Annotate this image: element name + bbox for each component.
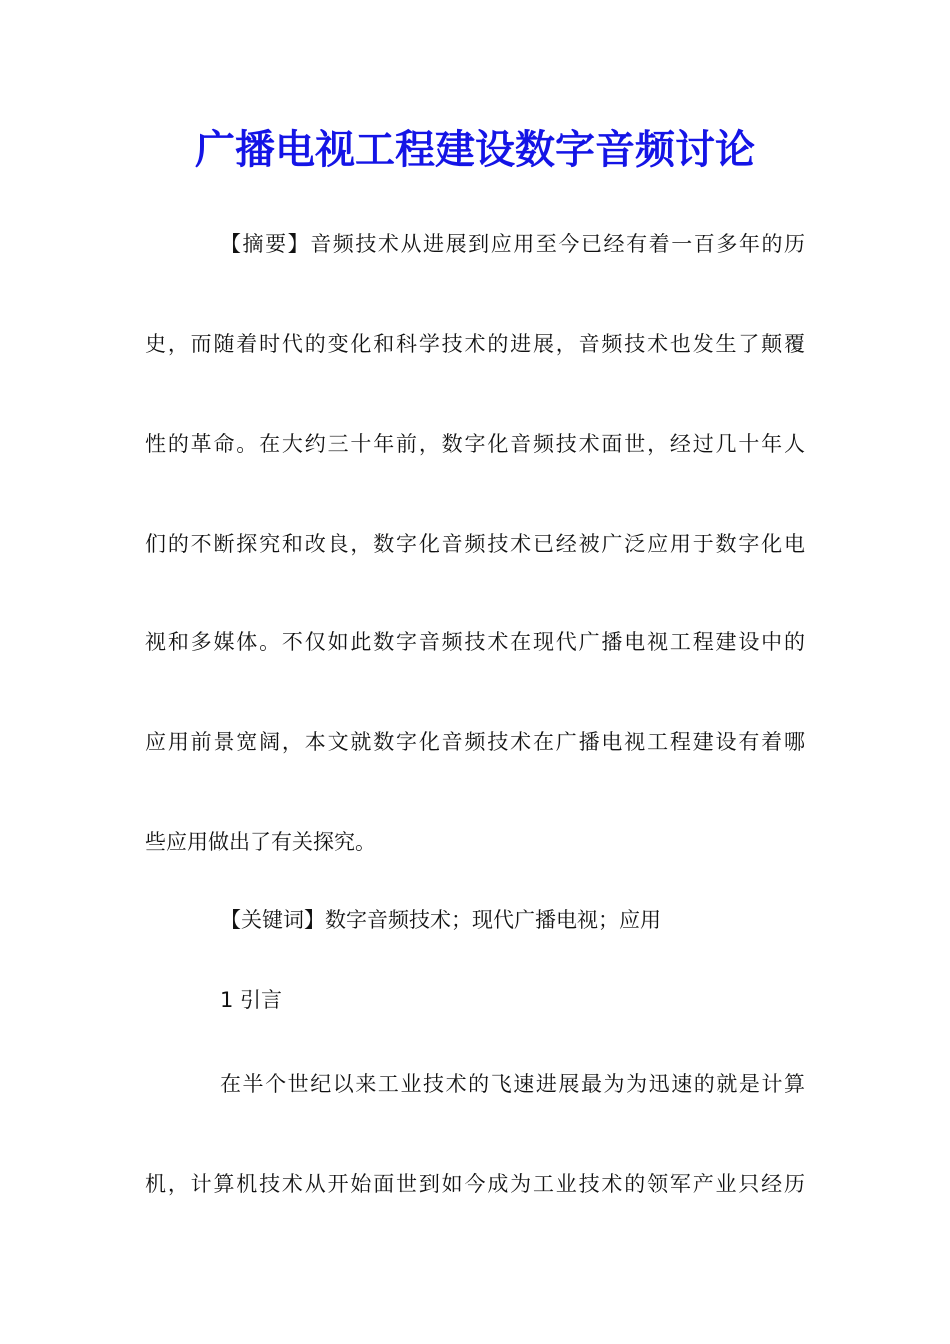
abstract-line: 些应用做出了有关探究。 [145,830,376,854]
intro-line: 在半个世纪以来工业技术的飞速进展最为为迅速的就是计算 [220,1072,805,1096]
abstract-line: 应用前景宽阔，本文就数字化音频技术在广播电视工程建设有着哪 [145,730,805,754]
abstract-line: 们的不断探究和改良，数字化音频技术已经被广泛应用于数字化电 [145,532,805,556]
document-title: 广播电视工程建设数字音频讨论 [195,126,755,173]
intro-line: 机，计算机技术从开始面世到如今成为工业技术的领军产业只经历 [145,1172,805,1196]
abstract-line: 史，而随着时代的变化和科学技术的进展，音频技术也发生了颠覆 [145,332,805,356]
section-heading: 1 引言 [220,988,283,1012]
keywords: 【关键词】数字音频技术；现代广播电视；应用 [220,908,661,932]
abstract-line: 【摘要】音频技术从进展到应用至今已经有着一百多年的历 [220,232,805,256]
abstract-line: 视和多媒体。不仅如此数字音频技术在现代广播电视工程建设中的 [145,630,805,654]
abstract-line: 性的革命。在大约三十年前，数字化音频技术面世，经过几十年人 [145,432,805,456]
